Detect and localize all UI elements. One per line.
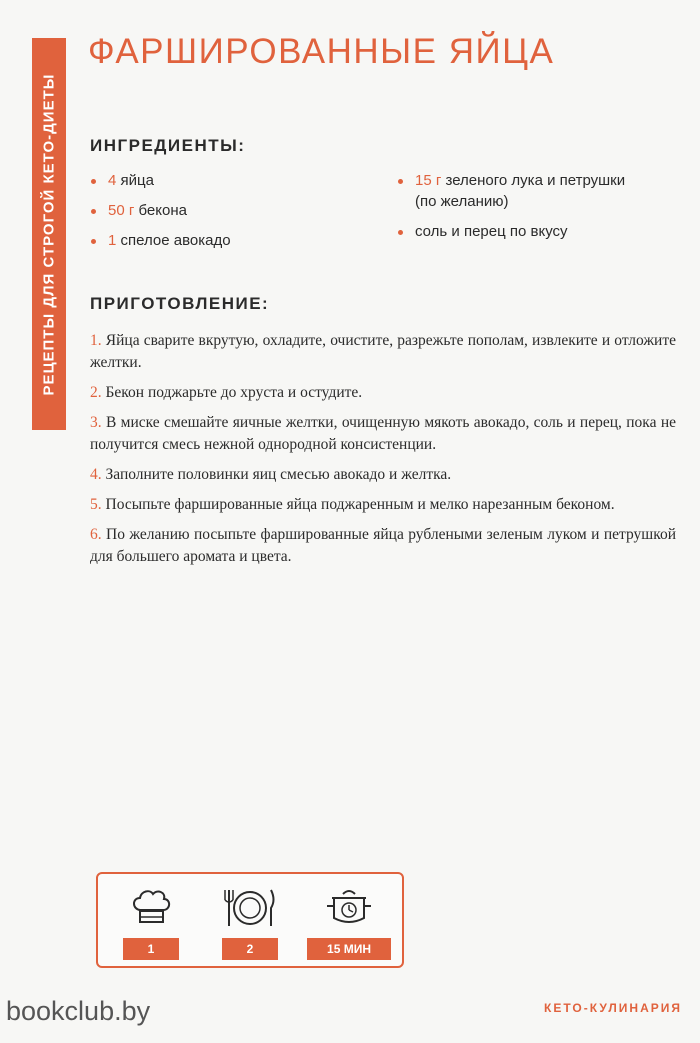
bullet-icon: [91, 209, 96, 214]
step-text: По желанию посыпьте фаршированные яйца рублеными зеленым луком и петрушкой для большего аромата и цвета.: [90, 526, 676, 565]
chef-hat-icon: [128, 886, 174, 930]
servings-info: [106, 886, 196, 960]
step-item: [90, 494, 676, 516]
ingredient-item: [397, 170, 647, 212]
bullet-icon: [91, 239, 96, 244]
watermark: bookclub.by: [6, 996, 151, 1026]
preparation-heading: ПРИГОТОВЛЕНИЕ:: [90, 294, 270, 313]
side-section-tab: [32, 38, 66, 430]
ingredient-quantity: 15 г: [415, 172, 442, 189]
step-text: Заполните половинки яиц смесью авокадо и желтка.: [101, 466, 452, 483]
servings-badge: 1: [123, 938, 179, 960]
cooking-pot-timer-icon: [323, 886, 375, 930]
step-text: Бекон поджарьте до хруста и остудите.: [101, 384, 363, 401]
ingredient-text: бекона: [134, 202, 187, 219]
side-section-tab-label: РЕЦЕПТЫ ДЛЯ СТРОГОЙ КЕТО-ДИЕТЫ: [40, 73, 58, 395]
ingredients-list-right: [397, 170, 647, 251]
step-number: 6.: [90, 526, 102, 543]
step-number: 5.: [90, 496, 102, 513]
ingredient-quantity: 1: [108, 232, 117, 249]
step-number: 4.: [90, 466, 102, 483]
ingredient-text: зеленого лука и петрушки (по желанию): [415, 172, 626, 210]
step-text: Посыпьте фаршированные яйца поджаренным и мелко нарезанным беконом.: [101, 496, 615, 513]
step-number: 1.: [90, 332, 102, 349]
portions-badge: 2: [222, 938, 278, 960]
recipe-title: ФАРШИРОВАННЫЕ ЯЙЦА: [88, 32, 555, 71]
ingredient-text: соль и перец по вкусу: [415, 223, 568, 240]
ingredient-item: [90, 230, 350, 251]
ingredient-text: спелое авокадо: [116, 232, 231, 249]
ingredient-quantity: 4: [108, 172, 117, 189]
ingredient-item: [90, 170, 350, 191]
bullet-icon: [398, 179, 403, 184]
preparation-steps: [90, 330, 676, 576]
time-badge: 15 МИН: [307, 938, 391, 960]
bullet-icon: [398, 230, 403, 235]
step-item: [90, 382, 676, 404]
step-text: В миске смешайте яичные желтки, очищенную мякоть авокадо, соль и перец, пока не получится смесь нежной однородной консистенции.: [90, 414, 676, 453]
ingredient-item: [397, 221, 647, 242]
ingredient-quantity: 50 г: [108, 202, 135, 219]
step-item: [90, 412, 676, 456]
plate-cutlery-icon: [222, 886, 278, 930]
step-text: Яйца сварите вкрутую, охладите, очистите, разрежьте пополам, извлеките и отложите желтки.: [90, 332, 676, 371]
step-item: [90, 330, 676, 374]
portions-info: [205, 886, 295, 960]
ingredients-heading: ИНГРЕДИЕНТЫ:: [90, 136, 246, 155]
step-number: 2.: [90, 384, 102, 401]
ingredients-list-left: [90, 170, 350, 260]
step-item: [90, 464, 676, 486]
time-info: [304, 886, 394, 960]
ingredient-item: [90, 200, 350, 221]
recipe-info-panel: [96, 872, 404, 968]
bullet-icon: [91, 179, 96, 184]
step-number: 3.: [90, 414, 102, 431]
ingredient-text: яйца: [116, 172, 154, 189]
step-item: [90, 524, 676, 568]
running-footer: КЕТО-КУЛИНАРИЯ: [544, 1001, 682, 1015]
